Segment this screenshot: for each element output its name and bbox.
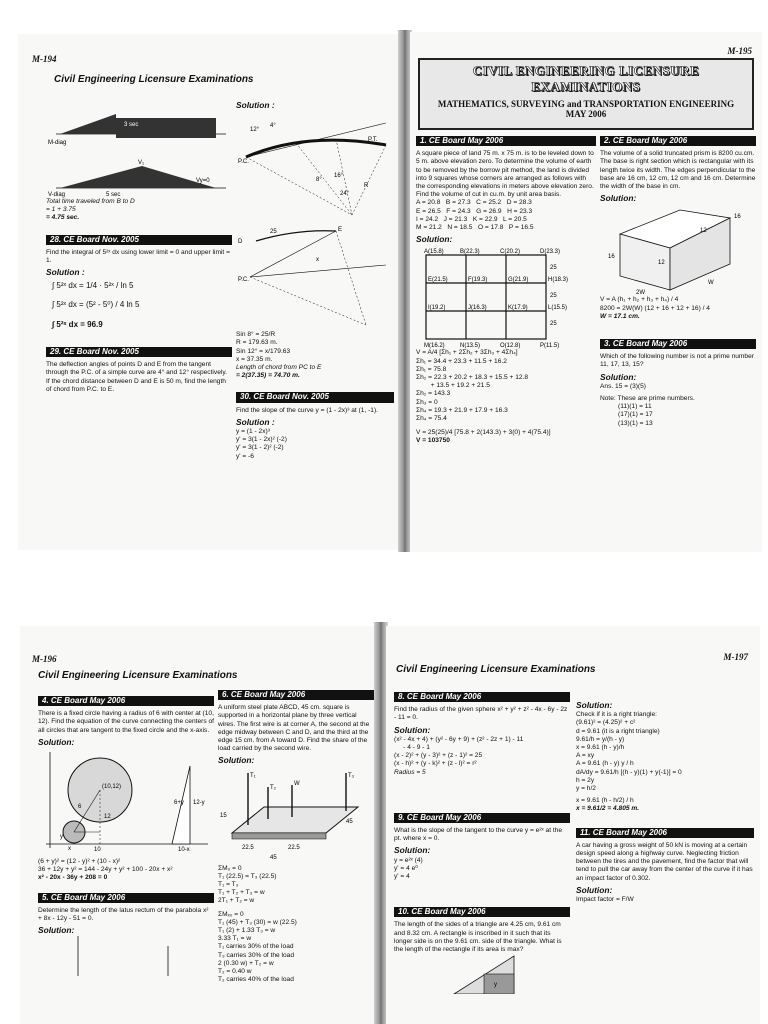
calc-line: T₁ (45) + T₃ (30) = w (22.5) (218, 918, 297, 926)
calc-line: (9.61)² = (4.25)² + c² (576, 719, 636, 727)
grid-dim: 25 (550, 321, 557, 328)
grid-label: H(18.3) (548, 277, 569, 284)
calc-line: T₁ (2) + 1.33 T₃ = w (218, 927, 276, 935)
calc-line: Σh₄ = 75.4 (416, 415, 447, 423)
grid-label: M(16.2) (424, 343, 445, 350)
page-m194 (18, 34, 402, 550)
fig-label: P.C. (238, 277, 249, 284)
grid-label: N(13.5) (460, 343, 481, 350)
calc-line: ΣMₓ₀ = 0 (218, 910, 244, 918)
fig-label: 16 (608, 254, 615, 261)
grid-label: F(19.3) (468, 277, 488, 284)
solution-label: Solution: (576, 700, 613, 710)
exam-banner (418, 58, 754, 130)
parabola-axes-figure (38, 936, 214, 976)
calc-line: T₂ = 0.40 w (218, 968, 252, 976)
fig-label-vy: Vy=0 (196, 178, 210, 184)
solution-label: Solution: (38, 736, 75, 747)
running-head: Civil Engineering Licensure Examinations (54, 74, 254, 85)
fig-label: 22.5 (288, 844, 300, 851)
fig-label: (10,12) (102, 784, 122, 791)
calc-line: Length of chord from PC to E (236, 364, 322, 372)
problem-5-text: Determine the length of the latus rectum of the parabola x² + 8x - 12y - 51 = 0. (38, 906, 209, 923)
problem-10-header: 10. CE Board May 2006 (394, 907, 570, 917)
problem-3-answer: Ans. 15 = (3)(5) (600, 382, 646, 390)
fig-label: W (708, 280, 714, 287)
calc-line: - 4 - 9 - 1 (394, 744, 430, 752)
calc-line: Σh₄ = 19.3 + 21.9 + 17.9 + 16.3 (416, 406, 508, 414)
fig-label: y (60, 834, 63, 841)
right-column (576, 698, 754, 904)
fig-label: R (364, 183, 369, 190)
fig-label: x (68, 846, 71, 853)
calc-line: V = A/4 [Σh₁ + 2Σh₂ + 3Σh₃ + 4Σh₄] (416, 349, 518, 357)
calc-line: Σh₂ = 143.3 (416, 390, 451, 398)
elevation-row: I = 24.2 J = 21.3 K = 22.9 L = 20.5 (416, 215, 527, 223)
page-number: M-194 (32, 54, 57, 64)
problem-6-header: 6. CE Board May 2006 (218, 690, 374, 700)
banner-date: MAY 2006 (565, 109, 607, 119)
fig-label: 10-x (178, 847, 190, 853)
problem-3-text: Which of the following number is not a prime number 11, 17, 13, 15? (600, 353, 754, 369)
fig-label: P.T. (368, 137, 378, 144)
solution-label: Solution: (218, 755, 255, 766)
problem-29-header: 29. CE Board Nov. 2005 (46, 347, 232, 357)
problem-29-text: The deflection angles of points D and E from the tangent through the P.C. of a simple curve are 4° and 12° respectively. If the chord distance between D and E is 50 m, find the length of chord from P.C. to E. (46, 361, 227, 393)
calc-line: V = A (h₁ + h₂ + h₃ + h₄) / 4 (600, 296, 679, 304)
problem-1-header: 1. CE Board May 2006 (416, 136, 596, 146)
fig-label: 12 (700, 228, 707, 235)
calc-line: x = 9.61 (h - y)/h (576, 744, 625, 752)
fig-label: y (494, 982, 497, 989)
grid-label: E(21.5) (428, 277, 448, 284)
problem-1-text: A square piece of land 75 m. x 75 m. is to be leveled down to 5 m. above elevation zero. To determine the volume of earth to be removed by the borrow pit method, the land is divided into 9 squares whose corners are arranged as follows with the corresponding elevations in meters above elevation zero. Find the volume of cut in cu.m. by unit area basis. (416, 150, 594, 199)
problem-4-header: 4. CE Board May 2006 (38, 696, 214, 706)
fig-label: D (238, 239, 243, 246)
solution-label: Solution: (394, 724, 431, 735)
steel-plate-figure (218, 767, 374, 865)
calc-line: T₁ = T₃ (218, 881, 239, 889)
fig-label: T₁ (250, 772, 256, 779)
grid-label: D(23.3) (540, 249, 561, 256)
elevation-row: M = 21.2 N = 18.5 O = 17.8 P = 16.5 (416, 224, 534, 232)
fig-label-sec-a: 3 sec (124, 122, 139, 128)
problem-9-text: What is the slope of the tangent to the curve y = e²ˣ at the pt. where x = 0. (394, 827, 563, 843)
fig-label: 25 (270, 229, 277, 236)
problem-30-header: 30. CE Board Nov. 2005 (236, 392, 394, 402)
fig-label: 12° (250, 127, 260, 134)
problem-30-text: Find the slope of the curve y = (1 - 2x)³ at (1, -1). (236, 406, 379, 414)
calc-line: 36 + 12y + y² = 144 - 24y + y² + 100 - 20x + x² (38, 866, 173, 874)
running-head: Civil Engineering Licensure Examinations (396, 664, 596, 675)
truncated-prism-figure (600, 204, 756, 296)
bottom-book-spread (0, 622, 768, 1024)
page-m195 (410, 32, 762, 552)
fig-label: 8° (316, 177, 322, 184)
problem-28-line: ∫ 5²ˣ dx = (5² - 5⁰) / 4 ln 5 (52, 299, 140, 309)
fig-label: 15 (220, 812, 227, 819)
calc-line: A = xy (576, 752, 595, 760)
calc-line: 9.61/h = y/(h - y) (576, 735, 625, 743)
problem-4-text: There is a fixed circle having a radius of 6 with center at (10, 12). Find the equation of the curve connecting the centers of all circles that are tangent to the fixed circle and the x-axis. (38, 710, 214, 734)
calc-line: ΣM₀ = 0 (218, 864, 242, 872)
calc-line: T₁ + T₂ + T₃ = w (218, 889, 265, 897)
calc-line: T₁ carries 30% of the load (218, 943, 294, 951)
problem-28-header: 28. CE Board Nov. 2005 (46, 235, 232, 245)
solution-label: Solution: (416, 234, 453, 245)
grid-label: P(11.5) (540, 343, 560, 350)
calc-line: Σh₁ = 34.4 + 23.3 + 11.5 + 16.2 (416, 357, 507, 365)
calc-line: x = 9.61/2 = 4.805 m. (576, 805, 640, 813)
page-m196 (20, 626, 380, 1024)
solution-label: Solution: (600, 193, 637, 204)
grid-label: K(17.9) (508, 305, 528, 312)
calc-line: dA/dy = 9.61/h [(h - y)(1) + y(-1)] = 0 (576, 768, 682, 776)
problem-3-note: (13)(1) = 13 (618, 419, 653, 427)
calc-line: W = 17.1 cm. (600, 312, 640, 320)
page-m197 (386, 626, 760, 1024)
problem-3-header: 3. CE Board May 2006 (600, 339, 756, 349)
calc-line: 2T₁ + T₂ = w (218, 897, 255, 905)
problem-3-note: Note: These are prime numbers. (600, 395, 695, 403)
calc-line: Σh₂ = 22.3 + 20.2 + 18.3 + 15.5 + 12.8 (416, 374, 529, 382)
calc-line: x² - 20x - 36y + 208 = 0 (38, 874, 108, 882)
calc-line: Σh₃ = 0 (416, 398, 438, 406)
fig-label: 12 (104, 814, 111, 821)
fig-label: 4° (270, 123, 276, 130)
tangent-circles-figure (38, 748, 214, 852)
page-number: M-196 (32, 654, 57, 664)
grid-dim: 25 (550, 293, 557, 300)
problem-5-header: 5. CE Board May 2006 (38, 893, 214, 903)
problem-30-solution-label: Solution : (236, 416, 275, 427)
problem-9-line: y = e²ˣ (4) (394, 856, 423, 864)
fig-label: 16 (734, 214, 741, 221)
calc-line: y = h/2 (576, 785, 596, 793)
calc-line: A = 9.61 (h - y) y / h (576, 760, 634, 768)
grid-label: G(21.9) (508, 277, 529, 284)
problem-30-line: y = (1 - 2x)³ (236, 428, 270, 436)
left-column (38, 692, 214, 976)
right-column (218, 686, 374, 984)
calc-line: Check if it is a right triangle: (576, 711, 657, 719)
elevation-row: A = 20.8 B = 27.3 C = 25.2 D = 28.3 (416, 199, 532, 207)
problem-3-solution-label: Solution: (600, 371, 637, 382)
problem-30-line: y' = 3(1 - 2)² (-2) (236, 444, 284, 452)
banner-title: CIVIL ENGINEERING LICENSURE EXAMINATIONS (472, 63, 700, 94)
calc-line: + 13.5 + 19.2 + 21.5 (416, 382, 490, 390)
problem-11-line: Impact factor = F/W (576, 896, 634, 904)
calc-line: x = 37.35 m. (236, 355, 273, 363)
problem-9-line: y' = 4 (394, 873, 410, 881)
fig-label: W (294, 780, 300, 787)
problem-8-header: 8. CE Board May 2006 (394, 692, 570, 702)
right-column (600, 132, 756, 428)
total-time-line: Total time traveled from B to D (46, 198, 135, 205)
calc-line: T₁ (22.5) = T₃ (22.5) (218, 872, 277, 880)
calc-line: V = 25(25)/4 [75.8 + 2(143.3) + 3(0) + 4(75.4)] (416, 429, 551, 437)
page-number: M-197 (723, 652, 748, 662)
problem-28-line: ∫ 5²ˣ dx = 1/4 · 5²ˣ / ln 5 (52, 281, 134, 291)
grid-label: J(16.3) (468, 305, 487, 312)
fig-label: 10 (94, 847, 101, 853)
fig-label-m: M-diag (48, 140, 67, 146)
fig-label: 6 (78, 804, 82, 811)
problem-30-line: y' = -6 (236, 452, 254, 460)
top-book-spread (0, 28, 768, 558)
problem-3-note: (11)(1) = 11 (618, 403, 652, 411)
total-time-line: = 1 + 3.75 (46, 206, 76, 214)
fig-label: T₂ (270, 784, 276, 791)
problem-2-header: 2. CE Board May 2006 (600, 136, 756, 146)
calc-line: (x² - 4x + 4) + (y² - 6y + 9) + (z² - 2z + 1) - 11 (394, 735, 524, 743)
calc-line: V = 103750 (416, 437, 450, 445)
problem-30-line: y' = 3(1 - 2x)² (-2) (236, 436, 287, 444)
calc-line: = 2(37.35) = 74.70 m. (236, 372, 300, 380)
calc-line: T₂ carries 40% of the load (218, 976, 294, 984)
problem-11-solution-label: Solution: (576, 884, 613, 895)
fig-label: 45 (346, 818, 353, 825)
problem-28-solution-label: Solution : (46, 267, 85, 278)
grid-dim: 25 (550, 265, 557, 272)
left-column (46, 96, 232, 394)
velocity-diagram (46, 158, 232, 198)
fig-label: 24° (340, 191, 350, 198)
fig-label: 6+y (174, 800, 184, 807)
calc-line: T₃ carries 30% of the load (218, 951, 294, 959)
fig-label: 45 (270, 854, 277, 861)
problem-3-note: (17)(1) = 17 (618, 411, 653, 419)
total-time-line: = 4.75 sec. (46, 214, 80, 222)
problem-9-solution-label: Solution: (394, 845, 431, 856)
elevation-row: E = 26.5 F = 24.3 G = 26.9 H = 23.3 (416, 207, 533, 215)
chord-figure (236, 221, 394, 331)
borrow-pit-grid (416, 245, 596, 349)
problem-9-header: 9. CE Board May 2006 (394, 813, 570, 823)
fig-label: 16° (334, 173, 344, 180)
grid-label: B(22.3) (460, 249, 480, 256)
fig-label: T₃ (348, 772, 355, 779)
calc-line: 3.33 T₁ = w (218, 935, 252, 943)
curve-deflection-figure (236, 111, 394, 221)
fig-label: 2W (636, 290, 645, 297)
calc-line: x = 9.61 (h - h/2) / h (576, 797, 634, 805)
calc-line: 8200 = 2W(W) (12 + 16 + 12 + 16) / 4 (600, 304, 710, 312)
calc-line: Sin 8° = 25/R (236, 331, 276, 339)
fig-label-v: V-diag (48, 192, 66, 198)
problem-11-text: A car having a gross weight of 50 kN is moving at a certain design speed along a highway curve. Neglecting friction between the tires and the pavement, find the factor that will tend to pull the car away from the center of the curve if it has an impact factor of 0.302. (576, 841, 753, 882)
calc-line: (x - 2)² + (y - 3)² + (z - 1)² = 25 (394, 752, 483, 760)
inscribed-rectangle-figure (394, 954, 570, 994)
calc-line: (x - h)² + (y - k)² + (z - l)² = r² (394, 760, 477, 768)
calc-line: Σh₁ = 75.8 (416, 365, 447, 373)
problem-28-text: Find the integral of 5²ˣ dx using lower limit = 0 and upper limit = 1. (46, 248, 230, 265)
calc-line: 2 (0.30 w) + T₂ = w (218, 959, 274, 967)
banner-subtitle: MATHEMATICS, SURVEYING and TRANSPORTATION ENGINEERING (437, 99, 735, 109)
calc-line: h = 2y (576, 776, 595, 784)
calc-line: d = 9.61 (it is a right triangle) (576, 727, 660, 735)
problem-28-line: ∫ 5²ˣ dx = 96.9 (52, 319, 103, 329)
right-column (236, 98, 394, 461)
grid-label: I(19.2) (428, 305, 446, 312)
grid-label: A(15.8) (424, 249, 444, 256)
solution-label: Solution : (236, 100, 275, 110)
calc-line: Sin 12° = x/179.63 (236, 347, 291, 355)
page-number: M-195 (727, 46, 752, 56)
fig-label-v1: V₁ (138, 160, 145, 166)
grid-label: L(15.5) (548, 305, 568, 312)
grid-label: O(12.8) (500, 343, 521, 350)
grid-label: C(20.2) (500, 249, 521, 256)
problem-9-line: y' = 4 e⁰ (394, 864, 418, 872)
fig-label-sec-b: 5 sec (106, 192, 121, 198)
problem-6-text: A uniform steel plate ABCD, 45 cm. square is supported in a horizontal plane by three vertical wires. The first wire is at corner A, the second at the edge midway between C and D, and the third at the edge 15 cm. from A toward D. Find the share of the load carried by the second wire. (218, 704, 370, 753)
fig-label: x (316, 257, 319, 264)
fig-label: 12 (658, 260, 665, 267)
problem-10-text: The length of the sides of a triangle are 4.25 cm, 9.61 cm and 8.32 cm. A rectangle is inscribed in it such that its longer side is on the 9.61 cm. side of the triangle. What is the length of the rectangle if its area is max? (394, 921, 562, 954)
running-head: Civil Engineering Licensure Examinations (38, 670, 238, 681)
problem-5-solution-label: Solution: (38, 925, 75, 936)
calc-line: R = 179.63 m. (236, 339, 278, 347)
moment-diagram (46, 96, 232, 158)
fig-label: 22.5 (242, 844, 254, 851)
calc-line: (6 + y)² = (12 - y)² + (10 - x)² (38, 858, 121, 866)
problem-2-text: The volume of a solid truncated prism is 8200 cu.cm. The base is right section which is rectangular with its length twice its width. The edges perpendicular to the base are 16 cm, 12 cm, 12 cm and 16 cm. Determine the width of the base in cm. (600, 150, 756, 191)
fig-label: P.C. (238, 159, 249, 166)
fig-label: 12-y (193, 800, 205, 807)
left-column (416, 132, 596, 446)
problem-8-text: Find the radius of the given sphere x² + y² + z² - 4x - 6y - 2z - 11 = 0. (394, 706, 568, 722)
calc-line: Radius = 5 (394, 768, 426, 776)
fig-label: E (338, 227, 343, 234)
problem-11-header: 11. CE Board May 2006 (576, 828, 754, 838)
left-column (394, 688, 570, 994)
